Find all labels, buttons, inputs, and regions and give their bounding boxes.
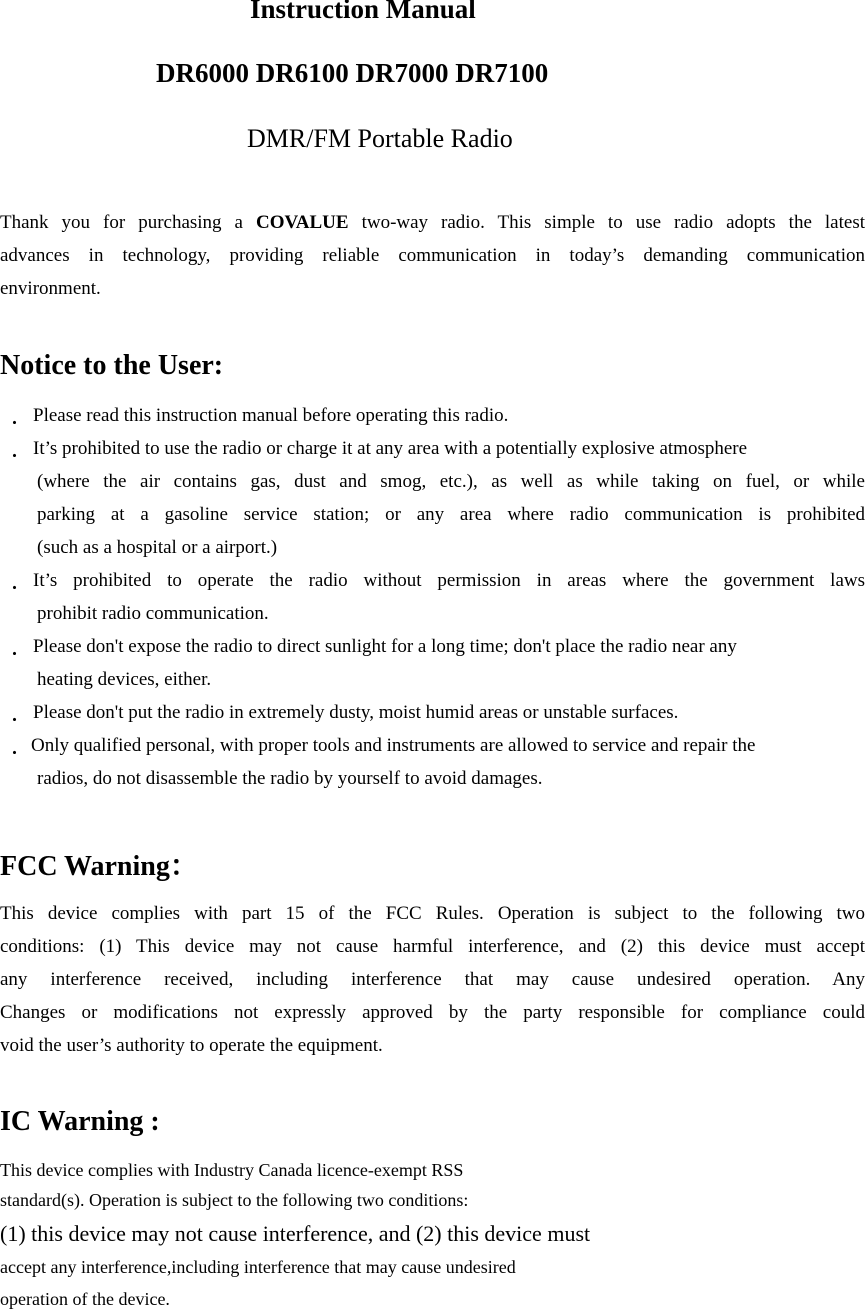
bullet-icon: ・ <box>6 414 23 433</box>
ic-heading: IC Warning : <box>0 1106 160 1137</box>
intro-line-1: Thank you for purchasing a COVALUE two-way radio. This simple to use radio adopts the latest <box>0 212 865 233</box>
bullet-icon: ・ <box>6 579 23 598</box>
intro-line-2: advances in technology, providing reliable communication in today’s demanding communication <box>0 245 865 266</box>
brand-name: COVALUE <box>256 212 349 233</box>
bullet-icon: ・ <box>6 711 23 730</box>
bullet-icon: ・ <box>6 447 23 466</box>
bullet-icon: ・ <box>6 645 23 664</box>
fcc-heading: FCC Warning： <box>0 851 198 882</box>
model-numbers: DR6000 DR6100 DR7000 DR7100 <box>156 58 549 88</box>
product-subtitle: DMR/FM Portable Radio <box>247 124 513 153</box>
bullet-icon: ・ <box>6 744 23 763</box>
notice-heading: Notice to the User: <box>0 350 224 381</box>
manual-title: Instruction Manual <box>250 0 476 24</box>
intro-line-3: environment. <box>0 278 101 299</box>
